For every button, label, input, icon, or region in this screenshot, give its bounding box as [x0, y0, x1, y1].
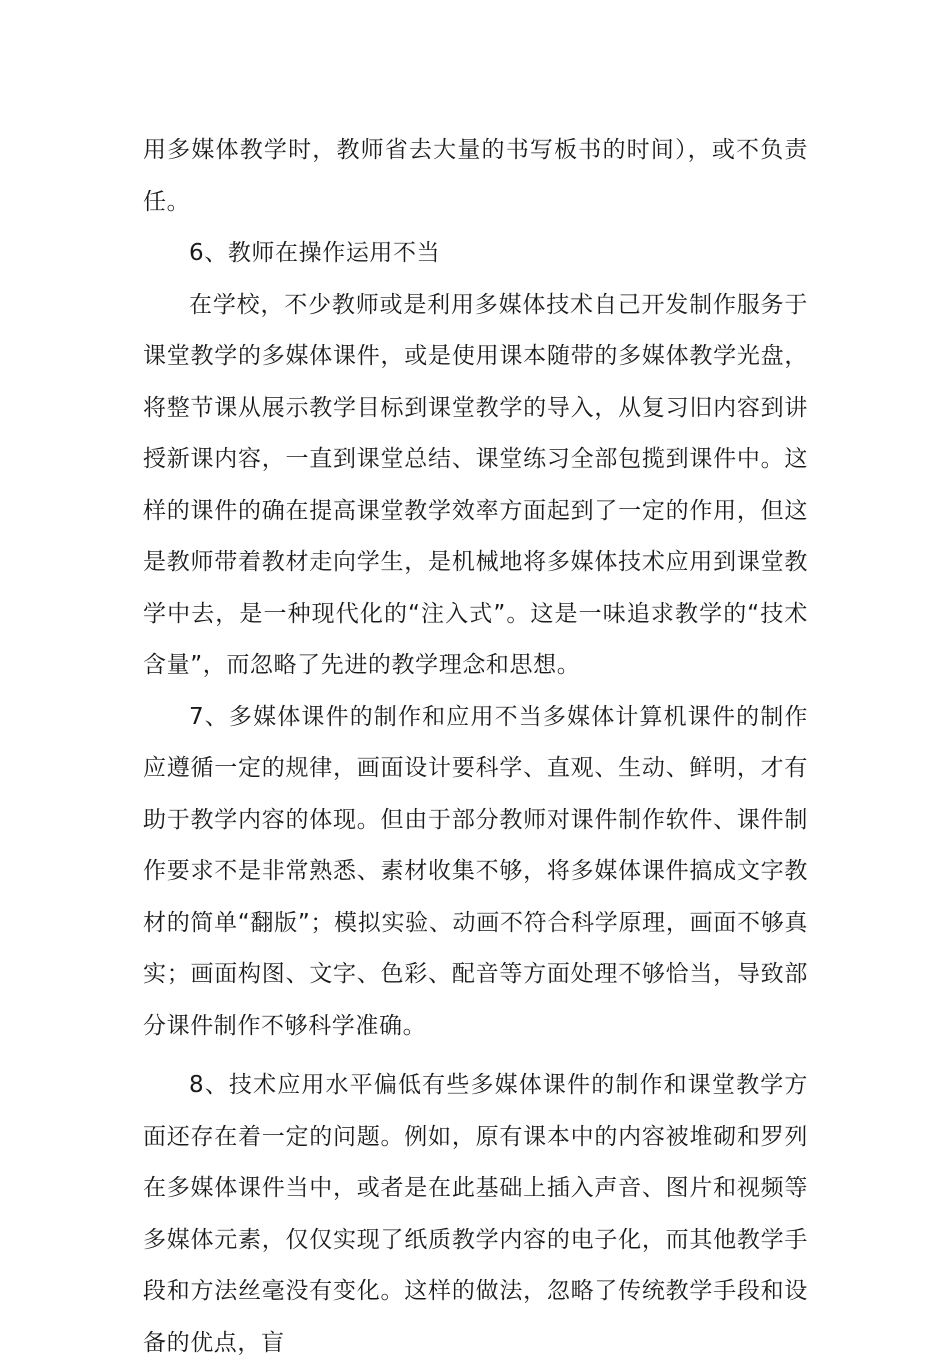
document-body: [143, 125, 808, 1369]
paragraph-continuation: 用多媒体教学时，教师省去大量的书写板书的时间），或不负责任。: [143, 137, 808, 215]
paragraph-item-7: 7、多媒体课件的制作和应用不当多媒体计算机课件的制作应遵循一定的规律，画面设计要科学、直观、生动、鲜明，才有助于教学内容的体现。但由于部分教师对课件制作软件、课件制作要求不是非常熟悉、素材收集不够，将多媒体课件搞成文字教材的简单“翻版”；模拟实验、动画不符合科学原理，画面不够真实；画面构图、文字、色彩、配音等方面处理不够恰当，导致部分课件制作不够科学准确。: [143, 703, 808, 1039]
section-heading-6: 6、教师在操作运用不当: [189, 240, 441, 266]
paragraph-item-8: 8、技术应用水平偏低有些多媒体课件的制作和课堂教学方面还存在着一定的问题。例如，原有课本中的内容被堆砌和罗列在多媒体课件当中，或者是在此基础上插入声音、图片和视频等多媒体元素，仅仅实现了纸质教学内容的电子化，而其他教学手段和方法丝毫没有变化。这样的做法，忽略了传统教学手段和设备的优点，盲: [143, 1072, 808, 1356]
paragraph-school-courseware: 在学校，不少教师或是利用多媒体技术自己开发制作服务于课堂教学的多媒体课件，或是使用课本随带的多媒体教学光盘，将整节课从展示教学目标到课堂教学的导入，从复习旧内容到讲授新课内容，一直到课堂总结、课堂练习全部包揽到课件中。这样的课件的确在提高课堂教学效率方面起到了一定的作用，但这是教师带着教材走向学生，是机械地将多媒体技术应用到课堂教学中去，是一种现代化的“注入式”。这是一味追求教学的“技术含量”，而忽略了先进的教学理念和思想。: [143, 291, 808, 678]
